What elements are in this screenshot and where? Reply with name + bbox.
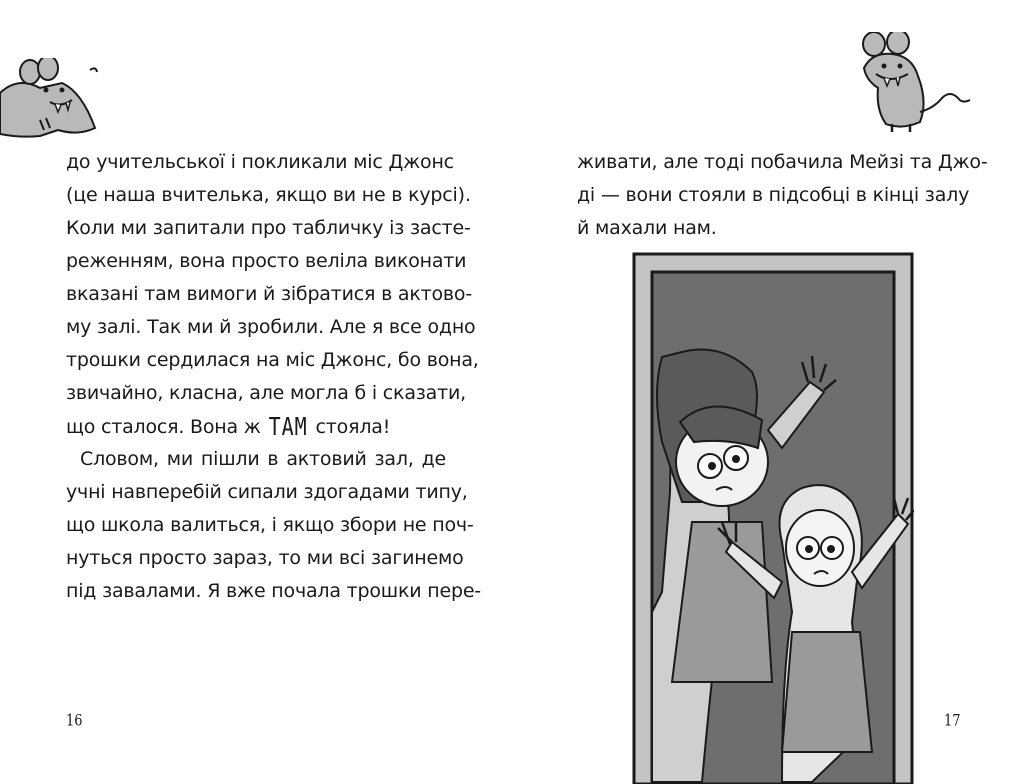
page-number: 17 (944, 712, 961, 731)
text-line: що школа валиться, і якщо збори не поч- (66, 514, 474, 536)
text-line: нуться просто зараз, то ми всі загинемо (66, 547, 464, 569)
text-line: Словом, ми пішли в актовий зал, де (80, 448, 446, 470)
text-line: й махали нам. (577, 217, 717, 239)
text-line: під завалами. Я вже почала трошки пере- (66, 580, 481, 602)
text-fragment: що сталося. Вона ж (66, 416, 261, 438)
text-line: ді — вони стояли в підсобці в кінці залу (577, 184, 970, 206)
mouse-icon (0, 58, 105, 138)
text-line: (це наша вчителька, якщо ви не в курсі). (66, 184, 471, 206)
text-fragment: стояла! (315, 416, 391, 438)
text-line-emphasis (66, 411, 446, 441)
text-line: трошки сердилася на міс Джонс, бо вона, (66, 349, 479, 371)
text-line: му залі. Так ми й зробили. Але я все одно (66, 316, 476, 338)
text-line: звичайно, класна, але могла б і сказати, (66, 382, 466, 404)
text-line: Коли ми запитали про табличку із засте- (66, 217, 471, 239)
mouse-icon (862, 32, 972, 136)
text-line: учні навперебій сипали здогадами типу, (66, 481, 468, 503)
text-line: до учительської і покликали міс Джонс (66, 151, 454, 173)
text-line: живати, але тоді побачила Мейзі та Джо- (577, 151, 988, 173)
page-number: 16 (66, 712, 83, 731)
text-line: вказані там вимоги й зібратися в актово- (66, 283, 473, 305)
emphasis-word: ТАМ (268, 411, 308, 441)
door-illustration (632, 252, 914, 784)
text-line: реженням, вона просто веліла виконати (66, 250, 467, 272)
